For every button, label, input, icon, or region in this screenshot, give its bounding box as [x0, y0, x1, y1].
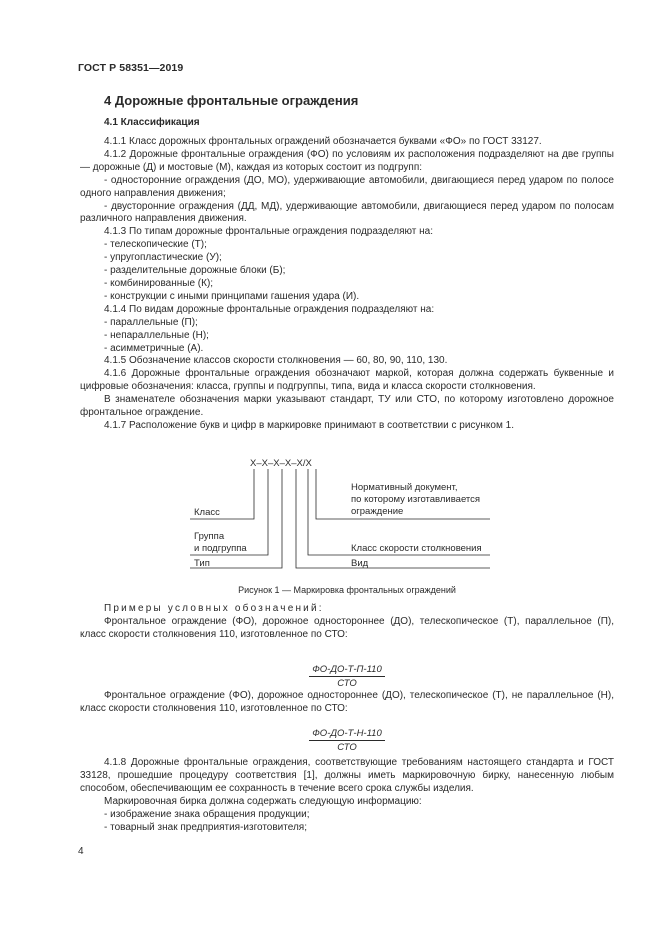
list-item: - разделительные дорожные блоки (Б);	[104, 265, 286, 277]
list-item: - упругопластические (У);	[104, 252, 222, 264]
example-1-numerator: ФО-ДО-Т-П-110	[309, 664, 385, 677]
list-item: - комбинированные (К);	[104, 277, 214, 289]
example-2-denominator: СТО	[337, 742, 357, 753]
marking-label-text	[80, 757, 614, 834]
example-2-formula	[80, 728, 614, 753]
paragraph: 4.1.3 По типам дорожные фронтальные ограждения подразделяют на:	[104, 226, 433, 238]
label-doc-3: ограждение	[351, 506, 404, 517]
label-doc-2: по которому изготавливается	[351, 494, 481, 505]
figure-caption: Рисунок 1 — Маркировка фронтальных ограждений	[238, 585, 456, 595]
label-speed: Класс скорости столкновения	[351, 543, 482, 554]
paragraph: 4.1.6 Дорожные фронтальные ограждения обозначают маркой, которая должна содержать буквенные и цифровые обозначения: класса, группы и подгруппы, типа, вида и класса скорости столкновения.	[80, 368, 614, 393]
classification-text	[80, 136, 614, 433]
paragraph: 4.1.7 Расположение букв и цифр в маркировке принимают в соответствии с рисунком 1.	[104, 419, 514, 431]
example-2-numerator: ФО-ДО-Т-Н-110	[309, 728, 384, 741]
examples-heading-block	[80, 603, 614, 642]
list-item: - товарный знак предприятия-изготовителя;	[104, 821, 307, 833]
label-kind: Вид	[351, 558, 369, 569]
marking-scheme-figure	[190, 456, 490, 576]
example-1-formula	[80, 664, 614, 689]
label-doc-1: Нормативный документ,	[351, 482, 458, 493]
examples-heading: Примеры условных обозначений:	[104, 603, 324, 614]
example-1-denominator: СТО	[337, 678, 357, 689]
label-klass: Класс	[194, 507, 220, 518]
example-2-text: Фронтальное ограждение (ФО), дорожное одностороннее (ДО), телескопическое (Т), не параллельное (Н), класс скорости столкновения 110, изготовленное по СТО:	[80, 690, 614, 714]
list-item: - изображение знака обращения продукции;	[104, 808, 310, 820]
example-2-block	[80, 690, 614, 716]
paragraph: 4.1.1 Класс дорожных фронтальных ограждений обозначается буквами «ФО» по ГОСТ 33127.	[104, 136, 542, 147]
list-item: - асимметричные (А).	[104, 342, 204, 354]
paragraph: 4.1.2 Дорожные фронтальные ограждения (ФО) по условиям их расположения подразделяют на две группы — дорожные (Д) и мостовые (М), каждая из которых состоит из подгрупп:	[80, 148, 614, 173]
document-header: ГОСТ Р 58351—2019	[78, 62, 184, 74]
label-type: Тип	[194, 558, 210, 569]
paragraph: 4.1.5 Обозначение классов скорости столкновения — 60, 80, 90, 110, 130.	[104, 355, 448, 367]
paragraph: Маркировочная бирка должна содержать следующую информацию:	[104, 795, 422, 807]
label-group-1: Группа	[194, 531, 225, 542]
page-number: 4	[78, 846, 84, 857]
paragraph: 4.1.4 По видам дорожные фронтальные ограждения подразделяют на:	[104, 303, 435, 315]
paragraph: 4.1.8 Дорожные фронтальные ограждения, соответствующие требованиям настоящего стандарта и ГОСТ 33128, прошедшие процедуру соответствия [1], должны иметь маркировочную бирку, нанесенную любым способом, обеспечивающим ее сохранность в течение всего срока службы изделия.	[80, 757, 614, 794]
list-item: - двусторонние ограждения (ДД, МД), удерживающие автомобили, двигающиеся перед ударом по полосам различного направления движения.	[80, 200, 614, 225]
section-title: 4 Дорожные фронтальные ограждения	[104, 93, 359, 108]
list-item: - непараллельные (Н);	[104, 329, 209, 341]
subsection-title: 4.1 Классификация	[104, 117, 200, 128]
marking-code: X–X–X–X–X/X	[250, 458, 312, 469]
example-1-text: Фронтальное ограждение (ФО), дорожное одностороннее (ДО), телескопическое (Т), параллельное (П), класс скорости столкновения 110, изготовленное по СТО:	[80, 615, 614, 640]
list-item: - конструкции с иными принципами гашения удара (И).	[104, 290, 360, 302]
list-item: - односторонние ограждения (ДО, МО), удерживающие автомобили, двигающиеся перед ударом по полосе одного направления движения;	[80, 174, 614, 199]
label-group-2: и подгруппа	[194, 543, 247, 554]
paragraph: В знаменателе обозначения марки указывают стандарт, ТУ или СТО, по которому изготовлено дорожное фронтальное ограждение.	[80, 394, 614, 419]
list-item: - телескопические (Т);	[104, 239, 207, 251]
list-item: - параллельные (П);	[104, 316, 198, 328]
